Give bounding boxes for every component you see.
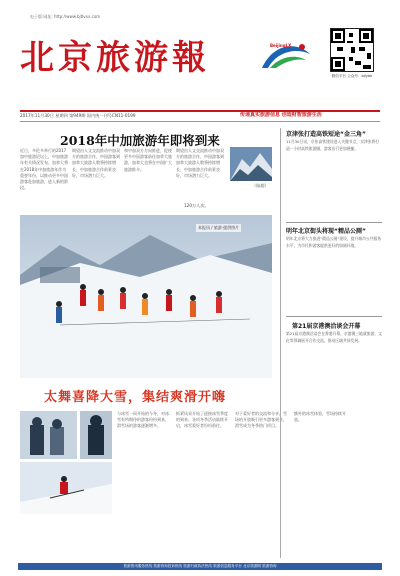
qr-code	[330, 28, 374, 72]
bottom-col-1: 与冰雪一同开始的今冬，对冰雪有所期待的游客纷纷到来，滑雪场的游客逐渐增多。	[117, 411, 169, 429]
issue-info: 2017年11月30日 星期四 第949期 国内统一刊号CN11-0199	[20, 113, 136, 118]
sidebar-story-1-text: 11月30日讯，京张高铁建设进入关键节点，京津张将打造一小时高铁旅游圈，游客出行更加便捷。	[286, 139, 380, 151]
bottom-photo-2	[80, 411, 112, 459]
feature-photo	[20, 215, 272, 378]
lead-headline: 2018年中加旅游年即将到来	[60, 133, 220, 148]
slogan: 太舞喜降大雪，集结爽滑开嗨	[44, 390, 227, 405]
bottom-col-3: 对于爱好者的交流和分享，雪场的开放吸引更多游客到来，滑雪成为冬季热门项目。	[235, 411, 287, 429]
contact-line: 电子版:网址: http://www.bjtlvxx.com	[30, 14, 101, 19]
feature-photo-caption: 本报讯 / 旅游·提供图片	[198, 225, 240, 230]
masthead-title: 北京旅游報	[20, 38, 210, 78]
sidebar-story-2-title: 明年北京街头将现“精品公厕”	[286, 228, 366, 235]
sidebar-rule-2	[286, 316, 382, 317]
lead-col-4: 期望由人文交流推动中加双方的旅游合作，中国游客到加拿大旅游人数将持续增长，中加旅游合作前景良好，市场潜力巨大。	[176, 148, 224, 178]
sidebar-story-3-title: 第21届京港澳洽谈会开幕	[292, 323, 361, 330]
logo-text: BeijingLX	[270, 43, 292, 48]
bottom-photo-1	[20, 411, 77, 459]
logo	[256, 38, 316, 72]
sidebar-story-1-title: 京津张打造高铁短途“金三角”	[286, 131, 366, 138]
bottom-col-2: 抓紧风采开始了迎接冰雪季度的到来，各项冬季活动陆续开启，冰雪爱好者纷纷前往。	[176, 411, 228, 429]
sidebar-divider	[280, 128, 281, 558]
tagline: 传递真实旅游信息 创造财智旅游生活	[240, 112, 322, 118]
sidebar-story-3-text: 第21届京港澳洽谈会在香港开幕，京港澳三地就旅游、文化等领域展开合作交流，推动区域共同发展。	[286, 331, 382, 343]
sidebar-story-2-text: 明年北京将大力推进“精品公厕”建设，提升城市公共服务水平，为市民和游客提供更好的如厕环境。	[286, 236, 382, 248]
lead-col-4-caption: 120万人次。	[184, 203, 209, 208]
lead-photo-caption: （陆超）	[252, 183, 269, 188]
lead-col-3: 和中加双方方向推进，促使更多中国游客前往加拿大旅游，加拿大也将在中国扩大旅游推介。	[124, 148, 172, 172]
masthead-rule	[20, 110, 380, 112]
footer-bar: 旅游资讯服务热线 旅游咨询投诉热线 旅游行政执法热线 旅游信息服务平台 北京旅游网 旅游咨询	[18, 563, 382, 570]
lead-col-2: 期望由人文交流推动中加双方的旅游合作，中国游客到加拿大旅游人数将持续增长，中加旅游合作前景良好，市场潜力巨大。	[72, 148, 120, 178]
bottom-photo-3	[20, 462, 112, 514]
bottom-col-4: 额外的冰雪体验，雪场持续开放。	[294, 411, 346, 423]
lead-photo	[230, 147, 272, 181]
sidebar-rule-1	[286, 222, 382, 223]
qr-caption: 微信平台 公众号：bjlybk	[331, 74, 373, 78]
divider	[20, 121, 380, 122]
lead-col-1: 近日，多伦多举行的2017加中旅游论坛上，中加旅游年有关情况发布，加拿大将在2018年中加旅游年作为重要年份，以推动更多中国游客赴加旅游，进入新的阶段。	[20, 148, 68, 191]
